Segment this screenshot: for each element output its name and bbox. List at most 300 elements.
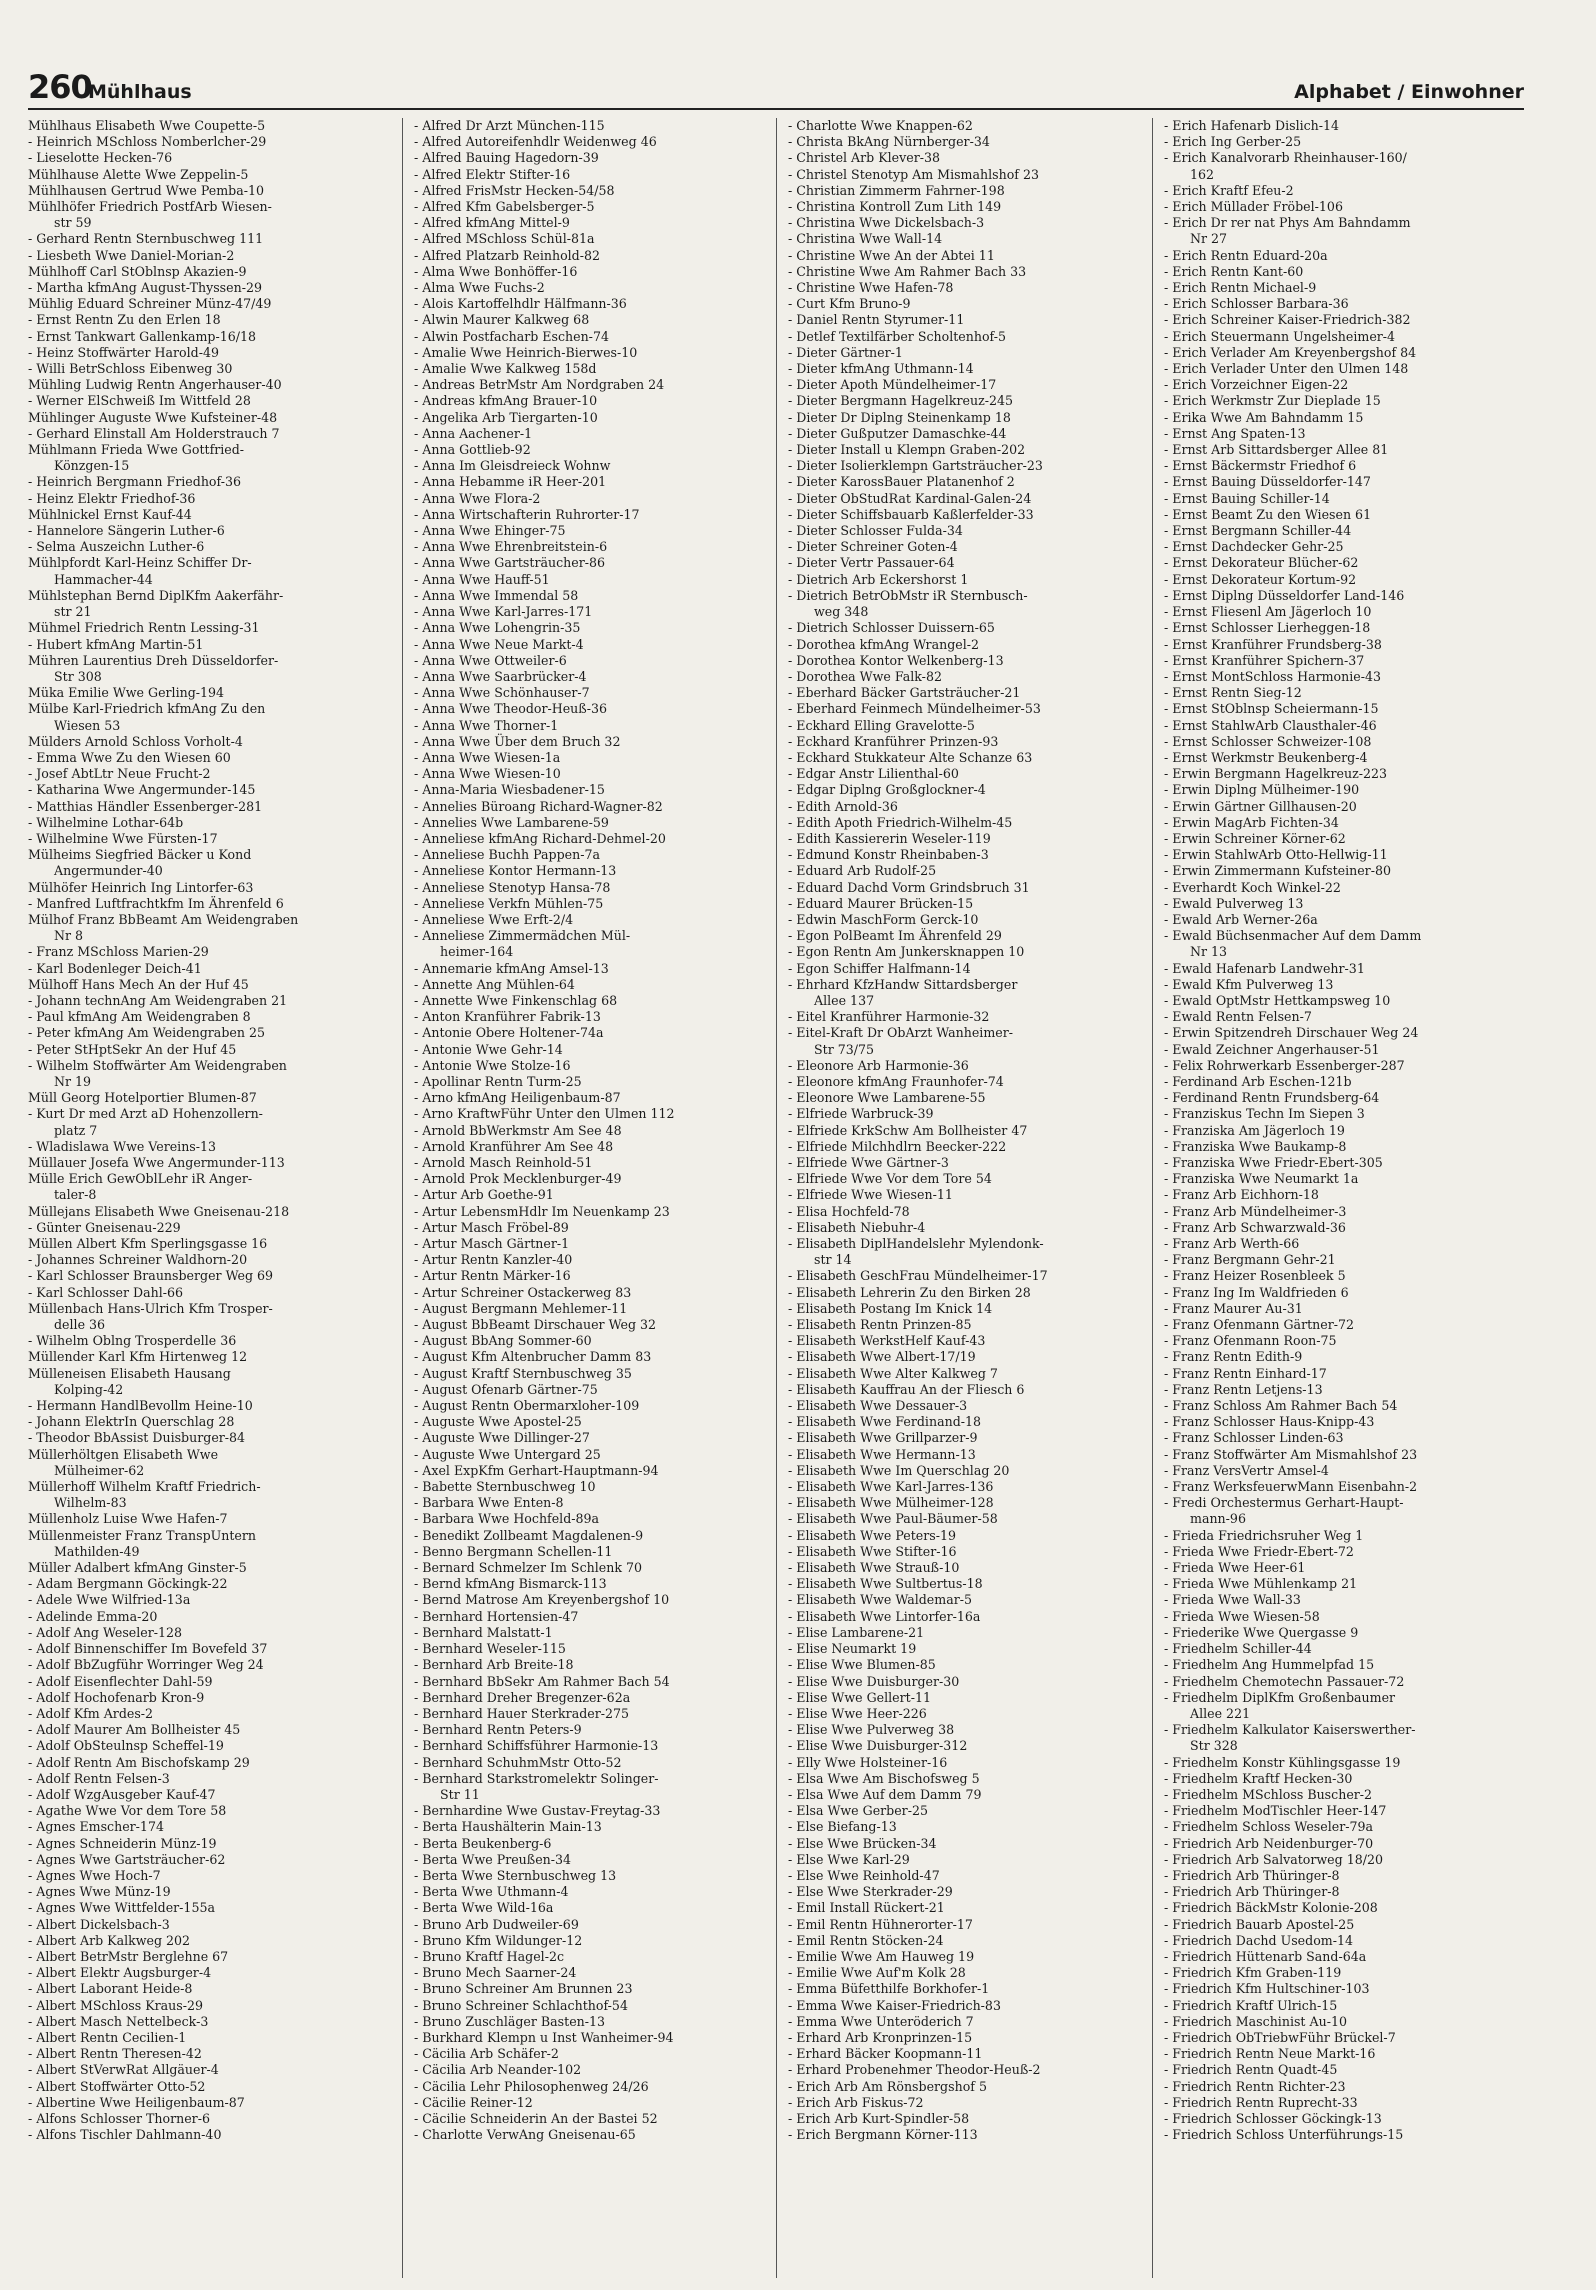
directory-entry: - Else Wwe Sterkrader-29 xyxy=(788,1884,953,1900)
directory-entry: - Friedrich Bauarb Apostel-25 xyxy=(1164,1916,1355,1932)
directory-entry: - Berta Wwe Preußen-34 xyxy=(414,1851,572,1867)
directory-entry: Mülleneisen Elisabeth Hausang xyxy=(28,1365,231,1381)
directory-entry: taler-8 xyxy=(54,1187,97,1203)
directory-entry: - Elisabeth GeschFrau Mündelheimer-17 xyxy=(788,1268,1048,1284)
directory-entry: - Elsa Wwe Auf dem Damm 79 xyxy=(788,1786,982,1802)
directory-entry: - Ernst Rentn Zu den Erlen 18 xyxy=(28,312,221,328)
directory-entry: Str 11 xyxy=(440,1786,480,1802)
directory-entry: - Eckhard Elling Gravelotte-5 xyxy=(788,717,975,733)
directory-entry: - Bruno Arb Dudweiler-69 xyxy=(414,1916,579,1932)
directory-entry: - Hermann HandlBevollm Heine-10 xyxy=(28,1398,253,1414)
directory-entry: - Elisabeth Wwe Karl-Jarres-136 xyxy=(788,1479,994,1495)
directory-entry: Mühlnickel Ernst Kauf-44 xyxy=(28,506,192,522)
directory-entry: - Albert StVerwRat Allgäuer-4 xyxy=(28,2062,219,2078)
directory-entry: - Anton Kranführer Fabrik-13 xyxy=(414,1009,601,1025)
directory-entry: - Anna Wwe Wiesen-1a xyxy=(414,749,561,765)
directory-entry: Angermunder-40 xyxy=(54,863,163,879)
directory-entry: - Albert BetrMstr Berglehne 67 xyxy=(28,1948,229,1964)
directory-entry: - Erwin Spitzendreh Dirschauer Weg 24 xyxy=(1164,1025,1419,1041)
directory-entry: - Friedrich Rentn Ruprecht-33 xyxy=(1164,2094,1358,2110)
directory-entry: - Berta Wwe Uthmann-4 xyxy=(414,1884,569,1900)
directory-entry: - Elisa Hochfeld-78 xyxy=(788,1203,910,1219)
directory-entry: - Wilhelm Oblng Trosperdelle 36 xyxy=(28,1333,237,1349)
directory-entry: - Agnes Wwe Wittfelder-155a xyxy=(28,1900,215,1916)
directory-entry: - Ernst Ang Spaten-13 xyxy=(1164,425,1306,441)
directory-entry: - Cäcilia Lehr Philosophenweg 24/26 xyxy=(414,2078,649,2094)
directory-entry: - Agnes Wwe Gartsträucher-62 xyxy=(28,1851,226,1867)
directory-entry: - Agnes Emscher-174 xyxy=(28,1819,164,1835)
directory-entry: - Cäcilie Reiner-12 xyxy=(414,2094,533,2110)
directory-entry: - Erich Ing Gerber-25 xyxy=(1164,134,1302,150)
directory-entry: weg 348 xyxy=(814,604,869,620)
directory-entry: - Agnes Wwe Hoch-7 xyxy=(28,1867,161,1883)
directory-entry: - Anna Wwe Über dem Bruch 32 xyxy=(414,733,621,749)
directory-entry: - Anna Wwe Thorner-1 xyxy=(414,717,559,733)
directory-entry: - Artur Masch Fröbel-89 xyxy=(414,1219,569,1235)
directory-entry: - August Bergmann Mehlemer-11 xyxy=(414,1300,628,1316)
directory-entry: Mühlpfordt Karl-Heinz Schiffer Dr- xyxy=(28,555,252,571)
directory-entry: str 21 xyxy=(54,604,92,620)
directory-entry: - Anneliese Buchh Pappen-7a xyxy=(414,847,600,863)
directory-entry: Müka Emilie Wwe Gerling-194 xyxy=(28,685,225,701)
directory-entry: - Everhardt Koch Winkel-22 xyxy=(1164,879,1341,895)
directory-entry: - Adolf Rentn Am Bischofskamp 29 xyxy=(28,1754,250,1770)
directory-entry: - Adolf Binnenschiffer Im Bovefeld 37 xyxy=(28,1641,268,1657)
directory-entry: - Apollinar Rentn Turm-25 xyxy=(414,1073,582,1089)
directory-entry: Mühmel Friedrich Rentn Lessing-31 xyxy=(28,620,260,636)
directory-entry: - Bernhard Arb Breite-18 xyxy=(414,1657,574,1673)
directory-entry: - Barbara Wwe Hochfeld-89a xyxy=(414,1511,600,1527)
directory-entry: - Friedrich BäckMstr Kolonie-208 xyxy=(1164,1900,1378,1916)
directory-entry: - Ewald Arb Werner-26a xyxy=(1164,911,1318,927)
directory-entry: - Ernst StahlwArb Clausthaler-46 xyxy=(1164,717,1377,733)
directory-entry: - Emilie Wwe Auf'm Kolk 28 xyxy=(788,1965,966,1981)
directory-entry: - Arno KraftwFühr Unter den Ulmen 112 xyxy=(414,1106,675,1122)
directory-entry: delle 36 xyxy=(54,1317,106,1333)
directory-entry: - Berta Wwe Sternbuschweg 13 xyxy=(414,1867,617,1883)
directory-entry: - Elise Wwe Blumen-85 xyxy=(788,1657,936,1673)
directory-entry: - Adolf BbZugführ Worringer Weg 24 xyxy=(28,1657,264,1673)
directory-entry: - Heinrich MSchloss Nomberlcher-29 xyxy=(28,134,267,150)
directory-entry: - Auguste Wwe Untergard 25 xyxy=(414,1446,601,1462)
directory-entry: - Alfred Platzarb Reinhold-82 xyxy=(414,247,601,263)
directory-entry: - Christina Kontroll Zum Lith 149 xyxy=(788,199,1002,215)
directory-entry: - Elise Wwe Heer-226 xyxy=(788,1705,927,1721)
directory-entry: - Dieter Gußputzer Damaschke-44 xyxy=(788,425,1007,441)
directory-entry: - Ernst Bauing Düsseldorfer-147 xyxy=(1164,474,1371,490)
directory-entry: - Anneliese Wwe Erft-2/4 xyxy=(414,911,574,927)
directory-entry: str 59 xyxy=(54,215,92,231)
directory-entry: - Frieda Wwe Mühlenkamp 21 xyxy=(1164,1576,1358,1592)
directory-entry: - Alfred Elektr Stifter-16 xyxy=(414,166,571,182)
directory-entry: - Elisabeth Wwe Im Querschlag 20 xyxy=(788,1462,1010,1478)
directory-entry: - Josef AbtLtr Neue Frucht-2 xyxy=(28,766,211,782)
directory-entry: - Günter Gneisenau-229 xyxy=(28,1219,181,1235)
directory-entry: - Selma Auszeichn Luther-6 xyxy=(28,539,205,555)
directory-entry: - Ferdinand Rentn Frundsberg-64 xyxy=(1164,1090,1380,1106)
directory-entry: - Adolf Eisenflechter Dahl-59 xyxy=(28,1673,213,1689)
directory-entry: - Eduard Dachd Vorm Grindsbruch 31 xyxy=(788,879,1030,895)
directory-entry: - Elisabeth Rentn Prinzen-85 xyxy=(788,1317,972,1333)
columns-area xyxy=(28,118,1524,2278)
directory-entry: - Bruno Schreiner Schlachthof-54 xyxy=(414,1997,628,2013)
directory-entry: - Elfriede KrkSchw Am Bollheister 47 xyxy=(788,1122,1028,1138)
directory-entry: - Johannes Schreiner Waldhorn-20 xyxy=(28,1252,248,1268)
directory-entry: - Heinz Stoffwärter Harold-49 xyxy=(28,344,219,360)
directory-entry: - Frieda Wwe Heer-61 xyxy=(1164,1560,1306,1576)
directory-entry: Müllejans Elisabeth Wwe Gneisenau-218 xyxy=(28,1203,290,1219)
directory-entry: - Bernhard Starkstromelektr Solinger- xyxy=(414,1770,659,1786)
directory-entry: - Franziska Wwe Neumarkt 1a xyxy=(1164,1171,1359,1187)
directory-entry: - Frieda Friedrichsruher Weg 1 xyxy=(1164,1527,1364,1543)
directory-entry: - Dieter Schiffsbauarb Kaßlerfelder-33 xyxy=(788,506,1034,522)
directory-entry: - Bernhard Dreher Bregenzer-62a xyxy=(414,1689,631,1705)
directory-entry: - Karl Bodenleger Deich-41 xyxy=(28,960,202,976)
directory-entry: Str 328 xyxy=(1190,1738,1238,1754)
directory-entry: - Erwin StahlwArb Otto-Hellwig-11 xyxy=(1164,847,1388,863)
directory-entry: - Dietrich Schlosser Duissern-65 xyxy=(788,620,995,636)
directory-entry: - Ewald Kfm Pulverweg 13 xyxy=(1164,976,1334,992)
directory-entry: - Albert Masch Nettelbeck-3 xyxy=(28,2013,209,2029)
directory-entry: - Bruno Zuschläger Basten-13 xyxy=(414,2013,606,2029)
directory-entry: - Anna Hebamme iR Heer-201 xyxy=(414,474,607,490)
directory-entry: - Christel Stenotyp Am Mismahlshof 23 xyxy=(788,166,1039,182)
directory-entry: Mühlhoff Carl StOblnsp Akazien-9 xyxy=(28,263,247,279)
directory-entry: - Else Wwe Reinhold-47 xyxy=(788,1867,940,1883)
directory-entry: Mülhöfer Heinrich Ing Lintorfer-63 xyxy=(28,879,254,895)
directory-entry: Müll Georg Hotelportier Blumen-87 xyxy=(28,1090,257,1106)
directory-entry: - Franz Stoffwärter Am Mismahlshof 23 xyxy=(1164,1446,1418,1462)
directory-entry: Müllerhöltgen Elisabeth Wwe xyxy=(28,1446,219,1462)
directory-entry: - Christel Arb Klever-38 xyxy=(788,150,940,166)
directory-entry: - Ernst Beamt Zu den Wiesen 61 xyxy=(1164,506,1372,522)
directory-entry: - Albert Dickelsbach-3 xyxy=(28,1916,170,1932)
directory-entry: - Adolf Rentn Felsen-3 xyxy=(28,1770,170,1786)
directory-entry: str 14 xyxy=(814,1252,852,1268)
directory-entry: - August Kraftf Sternbuschweg 35 xyxy=(414,1365,632,1381)
directory-entry: - Anneliese Kontor Hermann-13 xyxy=(414,863,617,879)
directory-entry: - Annemarie kfmAng Amsel-13 xyxy=(414,960,609,976)
directory-entry: - Elise Wwe Pulverweg 38 xyxy=(788,1722,955,1738)
directory-entry: - Elisabeth WerkstHelf Kauf-43 xyxy=(788,1333,986,1349)
directory-entry: - Alfred FrisMstr Hecken-54/58 xyxy=(414,182,615,198)
directory-entry: - Dieter Dr Diplng Steinenkamp 18 xyxy=(788,409,1011,425)
directory-entry: - Franz Arb Schwarzwald-36 xyxy=(1164,1219,1346,1235)
directory-entry: - Franz Schlosser Linden-63 xyxy=(1164,1430,1344,1446)
directory-entry: - Anneliese Verkfn Mühlen-75 xyxy=(414,895,604,911)
directory-entry: - Friedhelm MSchloss Buscher-2 xyxy=(1164,1786,1373,1802)
directory-entry: - Anna Wwe Gartsträucher-86 xyxy=(414,555,605,571)
column-3 xyxy=(788,118,1148,2278)
directory-entry: - Christine Wwe Am Rahmer Bach 33 xyxy=(788,263,1027,279)
directory-entry: - Emil Rentn Hühnerorter-17 xyxy=(788,1916,973,1932)
directory-entry: - Hannelore Sängerin Luther-6 xyxy=(28,523,225,539)
directory-entry: - Friedhelm DiplKfm Großenbaumer xyxy=(1164,1689,1396,1705)
directory-entry: - Ernst Kranführer Spichern-37 xyxy=(1164,652,1365,668)
directory-entry: - Arno kfmAng Heiligenbaum-87 xyxy=(414,1090,621,1106)
directory-entry: - Arnold Kranführer Am See 48 xyxy=(414,1138,614,1154)
directory-entry: - Christa BkAng Nürnberger-34 xyxy=(788,134,990,150)
directory-entry: - Elisabeth Postang Im Knick 14 xyxy=(788,1300,993,1316)
directory-entry: - Bernard Schmelzer Im Schlenk 70 xyxy=(414,1560,642,1576)
directory-entry: - Ernst Fliesenl Am Jägerloch 10 xyxy=(1164,604,1372,620)
directory-entry: - Edgar Diplng Großglockner-4 xyxy=(788,782,986,798)
directory-entry: - Wilhelmine Lothar-64b xyxy=(28,814,184,830)
directory-entry: - Ernst Bergmann Schiller-44 xyxy=(1164,523,1352,539)
directory-entry: Müllenmeister Franz TranspUntern xyxy=(28,1527,256,1543)
column-rule xyxy=(402,118,403,2278)
directory-entry: - Friedrich Hüttenarb Sand-64a xyxy=(1164,1948,1367,1964)
directory-entry: - Bruno Kraftf Hagel-2c xyxy=(414,1948,565,1964)
directory-entry: - Adolf Hochofenarb Kron-9 xyxy=(28,1689,205,1705)
directory-entry: - Heinz Elektr Friedhof-36 xyxy=(28,490,196,506)
directory-entry: - Elisabeth Wwe Hermann-13 xyxy=(788,1446,976,1462)
directory-entry: - Cäcilie Schneiderin An der Bastei 52 xyxy=(414,2110,658,2126)
directory-entry: 162 xyxy=(1190,166,1215,182)
directory-entry: - Eleonore Arb Harmonie-36 xyxy=(788,1057,969,1073)
directory-entry: Müllauer Josefa Wwe Angermunder-113 xyxy=(28,1155,285,1170)
directory-entry: - Bernhard Rentn Peters-9 xyxy=(414,1722,582,1738)
directory-entry: - Gerhard Elinstall Am Holderstrauch 7 xyxy=(28,425,280,441)
directory-entry: - Ernst Bauing Schiller-14 xyxy=(1164,490,1330,506)
directory-entry: - Paul kfmAng Am Weidengraben 8 xyxy=(28,1009,251,1025)
directory-entry: - Angelika Arb Tiergarten-10 xyxy=(414,409,598,425)
directory-entry: - Erich Arb Kurt-Spindler-58 xyxy=(788,2110,970,2126)
directory-entry: - Emma Wwe Kaiser-Friedrich-83 xyxy=(788,1997,1001,2013)
directory-entry: Müllerhoff Wilhelm Kraftf Friedrich- xyxy=(28,1479,261,1495)
directory-entry: - Charlotte VerwAng Gneisenau-65 xyxy=(414,2127,636,2143)
directory-entry: - Anna Im Gleisdreieck Wohnw xyxy=(414,458,611,474)
directory-entry: - Bruno Kfm Wildunger-12 xyxy=(414,1932,583,1948)
directory-entry: - Anna Wwe Schönhauser-7 xyxy=(414,685,590,701)
directory-entry: - Friedhelm Schiller-44 xyxy=(1164,1641,1312,1657)
directory-entry: Müllen Albert Kfm Sperlingsgasse 16 xyxy=(28,1236,268,1252)
directory-entry: - Andreas BetrMstr Am Nordgraben 24 xyxy=(414,377,665,393)
column-rule xyxy=(776,118,777,2278)
directory-entry: - Erich Verlader Am Kreyenbergshof 84 xyxy=(1164,344,1417,360)
directory-entry: - Franz VersVertr Amsel-4 xyxy=(1164,1462,1329,1478)
directory-entry: - Anna Aachener-1 xyxy=(414,425,533,441)
directory-entry: - Franz Arb Mündelheimer-3 xyxy=(1164,1203,1347,1219)
directory-entry: - Elise Lambarene-21 xyxy=(788,1624,925,1640)
directory-entry: Nr 8 xyxy=(54,928,84,944)
directory-entry: - Berta Beukenberg-6 xyxy=(414,1835,552,1851)
directory-entry: - Frieda Wwe Wall-33 xyxy=(1164,1592,1301,1608)
directory-entry: - Dieter Bergmann Hagelkreuz-245 xyxy=(788,393,1014,409)
column-4 xyxy=(1164,118,1524,2278)
directory-entry: - Amalie Wwe Kalkweg 158d xyxy=(414,361,597,377)
directory-entry: - Albert Laborant Heide-8 xyxy=(28,1981,193,1997)
directory-entry: Mülheimer-62 xyxy=(54,1462,145,1478)
directory-entry: - Alois Kartoffelhdlr Hälfmann-36 xyxy=(414,296,627,312)
directory-entry: - Egon PolBeamt Im Ährenfeld 29 xyxy=(788,928,1002,944)
directory-entry: - Martha kfmAng August-Thyssen-29 xyxy=(28,280,262,296)
directory-entry: - Anna Wwe Ottweiler-6 xyxy=(414,652,567,668)
directory-entry: - Berta Wwe Wild-16a xyxy=(414,1900,554,1916)
directory-entry: - Franz Arb Werth-66 xyxy=(1164,1236,1300,1252)
directory-entry: - Elfriede Wwe Gärtner-3 xyxy=(788,1155,949,1170)
directory-entry: - Hubert kfmAng Martin-51 xyxy=(28,636,204,652)
directory-entry: - Erika Wwe Am Bahndamm 15 xyxy=(1164,409,1364,425)
directory-entry: - Eduard Maurer Brücken-15 xyxy=(788,895,974,911)
directory-entry: - Edith Kassiererin Weseler-119 xyxy=(788,830,991,846)
directory-entry: - Anneliese kfmAng Richard-Dehmel-20 xyxy=(414,830,666,846)
directory-entry: - Ewald Pulverweg 13 xyxy=(1164,895,1304,911)
directory-entry: - Friedrich Kraftf Ulrich-15 xyxy=(1164,1997,1338,2013)
directory-entry: - Ernst Diplng Düsseldorfer Land-146 xyxy=(1164,587,1405,603)
directory-entry: - Alfred kfmAng Mittel-9 xyxy=(414,215,570,231)
directory-entry: - Friedrich Schloss Unterführungs-15 xyxy=(1164,2127,1404,2143)
directory-entry: - Wilhelm Stoffwärter Am Weidengraben xyxy=(28,1057,287,1073)
directory-entry: - Elisabeth Wwe Strauß-10 xyxy=(788,1560,960,1576)
directory-entry: - Friedhelm Chemotechn Passauer-72 xyxy=(1164,1673,1405,1689)
directory-entry: - Agnes Wwe Münz-19 xyxy=(28,1884,171,1900)
directory-entry: - Franz Ing Im Waldfrieden 6 xyxy=(1164,1284,1349,1300)
directory-entry: - Elisabeth Wwe Mülheimer-128 xyxy=(788,1495,994,1511)
directory-entry: - Franz Heizer Rosenbleek 5 xyxy=(1164,1268,1346,1284)
directory-entry: - Franz Ofenmann Roon-75 xyxy=(1164,1333,1337,1349)
directory-entry: - Charlotte Wwe Knappen-62 xyxy=(788,118,973,133)
directory-entry: - Eitel Kranführer Harmonie-32 xyxy=(788,1009,990,1025)
directory-entry: - Edmund Konstr Rheinbaben-3 xyxy=(788,847,989,863)
directory-entry: - Alfred Autoreifenhdlr Weidenweg 46 xyxy=(414,134,657,150)
directory-entry: - Ernst Dekorateur Kortum-92 xyxy=(1164,571,1357,587)
directory-entry: - Babette Sternbuschweg 10 xyxy=(414,1479,596,1495)
directory-entry: - Albert Elektr Augsburger-4 xyxy=(28,1965,212,1981)
directory-entry: - Artur LebensmHdlr Im Neuenkamp 23 xyxy=(414,1203,670,1219)
directory-entry: - Curt Kfm Bruno-9 xyxy=(788,296,911,312)
directory-entry: - Annelies Wwe Lambarene-59 xyxy=(414,814,609,830)
directory-entry: - Elfriede Warbruck-39 xyxy=(788,1106,934,1122)
directory-entry: - Friedhelm ModTischler Heer-147 xyxy=(1164,1803,1387,1819)
directory-entry: - Franz Maurer Au-31 xyxy=(1164,1300,1303,1316)
directory-entry: Allee 221 xyxy=(1190,1705,1251,1721)
directory-entry: - Christian Zimmerm Fahrner-198 xyxy=(788,182,1005,198)
directory-entry: - Erich Hafenarb Dislich-14 xyxy=(1164,118,1340,133)
directory-entry: - Alfred MSchloss Schül-81a xyxy=(414,231,595,247)
directory-entry: - Berta Haushälterin Main-13 xyxy=(414,1819,602,1835)
directory-entry: - Fredi Orchestermus Gerhart-Haupt- xyxy=(1164,1495,1404,1511)
directory-entry: - Elisabeth Wwe Sultbertus-18 xyxy=(788,1576,983,1592)
directory-entry: - Peter StHptSekr An der Huf 45 xyxy=(28,1041,237,1057)
directory-entry: - Wilhelmine Wwe Fürsten-17 xyxy=(28,830,218,846)
directory-entry: - Edith Apoth Friedrich-Wilhelm-45 xyxy=(788,814,1013,830)
directory-entry: - Friedrich Rentn Richter-23 xyxy=(1164,2078,1346,2094)
directory-entry: - Heinrich Bergmann Friedhof-36 xyxy=(28,474,241,490)
directory-entry: - Franz Schloss Am Rahmer Bach 54 xyxy=(1164,1398,1398,1414)
directory-entry: - Bernhard Malstatt-1 xyxy=(414,1624,553,1640)
directory-entry: - Friedrich Rentn Quadt-45 xyxy=(1164,2062,1338,2078)
directory-entry: - Adolf Kfm Ardes-2 xyxy=(28,1705,154,1721)
directory-entry: - Erich Müllader Fröbel-106 xyxy=(1164,199,1343,215)
directory-entry: - Franz Ofenmann Gärtner-72 xyxy=(1164,1317,1355,1333)
directory-entry: - Wladislawa Wwe Vereins-13 xyxy=(28,1138,217,1154)
directory-entry: - Ewald Büchsenmacher Auf dem Damm xyxy=(1164,928,1422,944)
directory-entry: Wilhelm-83 xyxy=(54,1495,127,1511)
directory-entry: - Elise Wwe Duisburger-30 xyxy=(788,1673,960,1689)
directory-entry: - Franz Rentn Letjens-13 xyxy=(1164,1381,1323,1397)
directory-entry: - Ernst Dekorateur Blücher-62 xyxy=(1164,555,1359,571)
directory-entry: - Elisabeth Wwe Lintorfer-16a xyxy=(788,1608,981,1624)
directory-entry: - Kurt Dr med Arzt aD Hohenzollern- xyxy=(28,1106,263,1122)
directory-entry: - Amalie Wwe Heinrich-Bierwes-10 xyxy=(414,344,638,360)
directory-entry: - Elisabeth Wwe Waldemar-5 xyxy=(788,1592,972,1608)
directory-entry: - Bernhardine Wwe Gustav-Freytag-33 xyxy=(414,1803,661,1819)
directory-entry: - Artur Masch Gärtner-1 xyxy=(414,1236,570,1252)
directory-entry: Müllender Karl Kfm Hirtenweg 12 xyxy=(28,1349,248,1365)
directory-entry: - Else Wwe Karl-29 xyxy=(788,1851,910,1867)
directory-entry: - Dieter kfmAng Uthmann-14 xyxy=(788,361,974,377)
directory-entry: - Alfred Dr Arzt München-115 xyxy=(414,118,605,133)
directory-entry: - Bernd Matrose Am Kreyenbergshof 10 xyxy=(414,1592,670,1608)
directory-entry: - Cäcilia Arb Neander-102 xyxy=(414,2062,582,2078)
directory-entry: - August Ofenarb Gärtner-75 xyxy=(414,1381,598,1397)
directory-entry: - Albert Stoffwärter Otto-52 xyxy=(28,2078,206,2094)
directory-entry: - Erich Rentn Eduard-20a xyxy=(1164,247,1328,263)
directory-entry: - Dietrich BetrObMstr iR Sternbusch- xyxy=(788,587,1028,603)
directory-entry: - Peter kfmAng Am Weidengraben 25 xyxy=(28,1025,265,1041)
directory-entry: - Anneliese Zimmermädchen Mül- xyxy=(414,928,631,944)
directory-entry: - Egon Schiffer Halfmann-14 xyxy=(788,960,971,976)
directory-entry: - Ernst StOblnsp Scheiermann-15 xyxy=(1164,701,1379,717)
directory-entry: Str 73/75 xyxy=(814,1041,875,1057)
directory-entry: - Erwin Gärtner Gillhausen-20 xyxy=(1164,798,1357,814)
directory-entry: - Artur Arb Goethe-91 xyxy=(414,1187,554,1203)
directory-entry: - Dieter Gärtner-1 xyxy=(788,344,903,360)
directory-entry: - Eberhard Bäcker Gartsträucher-21 xyxy=(788,685,1021,701)
directory-entry: - Albert MSchloss Kraus-29 xyxy=(28,1997,203,2013)
directory-entry: - Elfriede Wwe Vor dem Tore 54 xyxy=(788,1171,992,1187)
directory-entry: - Arnold Masch Reinhold-51 xyxy=(414,1155,593,1170)
directory-entry: - Felix Rohrwerkarb Essenberger-287 xyxy=(1164,1057,1405,1073)
directory-entry: - Erich Bergmann Körner-113 xyxy=(788,2127,978,2143)
directory-entry: - Ehrhard KfzHandw Sittardsberger xyxy=(788,976,1018,992)
directory-entry: - Franz Rentn Einhard-17 xyxy=(1164,1365,1327,1381)
directory-entry: - Anna Wwe Ehrenbreitstein-6 xyxy=(414,539,608,555)
directory-entry: - Else Biefang-13 xyxy=(788,1819,897,1835)
directory-entry: - Anna Wirtschafterin Ruhrorter-17 xyxy=(414,506,640,522)
directory-entry: - Johann technAng Am Weidengraben 21 xyxy=(28,992,288,1008)
directory-entry: - Friedrich Arb Neidenburger-70 xyxy=(1164,1835,1374,1851)
directory-entry: - Franziskus Techn Im Siepen 3 xyxy=(1164,1106,1365,1122)
directory-entry: - Artur Schreiner Ostackerweg 83 xyxy=(414,1284,632,1300)
directory-entry: - Erich Rentn Michael-9 xyxy=(1164,280,1317,296)
directory-entry: - Anna Wwe Karl-Jarres-171 xyxy=(414,604,593,620)
directory-entry: - Anna Wwe Theodor-Heuß-36 xyxy=(414,701,607,717)
directory-entry: - Erich Arb Am Rönsbergshof 5 xyxy=(788,2078,987,2094)
directory-entry: - Franz Bergmann Gehr-21 xyxy=(1164,1252,1336,1268)
directory-entry: - Andreas kfmAng Brauer-10 xyxy=(414,393,598,409)
directory-entry: - Detlef Textilfärber Scholtenhof-5 xyxy=(788,328,1007,344)
directory-entry: - August BbAng Sommer-60 xyxy=(414,1333,592,1349)
directory-entry: - Dieter Install u Klempn Graben-202 xyxy=(788,442,1026,458)
directory-entry: - Frieda Wwe Wiesen-58 xyxy=(1164,1608,1320,1624)
directory-entry: Mühren Laurentius Dreh Düsseldorfer- xyxy=(28,652,279,668)
directory-entry: - Auguste Wwe Dillinger-27 xyxy=(414,1430,590,1446)
page-number: 260 xyxy=(28,68,92,106)
directory-entry: - Else Wwe Brücken-34 xyxy=(788,1835,937,1851)
directory-entry: - Erich Vorzeichner Eigen-22 xyxy=(1164,377,1349,393)
directory-entry: Mülle Erich GewOblLehr iR Anger- xyxy=(28,1171,253,1187)
directory-entry: - Elisabeth Wwe Dessauer-3 xyxy=(788,1398,968,1414)
directory-entry: - Annette Ang Mühlen-64 xyxy=(414,976,575,992)
directory-entry: - Eckhard Stukkateur Alte Schanze 63 xyxy=(788,749,1033,765)
directory-entry: - Ernst Bäckermstr Friedhof 6 xyxy=(1164,458,1357,474)
directory-entry: - Egon Rentn Am Junkersknappen 10 xyxy=(788,944,1025,960)
directory-entry: - Edith Arnold-36 xyxy=(788,798,898,814)
directory-entry: - Karl Schlosser Dahl-66 xyxy=(28,1284,184,1300)
directory-entry: - Bruno Mech Saarner-24 xyxy=(414,1965,577,1981)
